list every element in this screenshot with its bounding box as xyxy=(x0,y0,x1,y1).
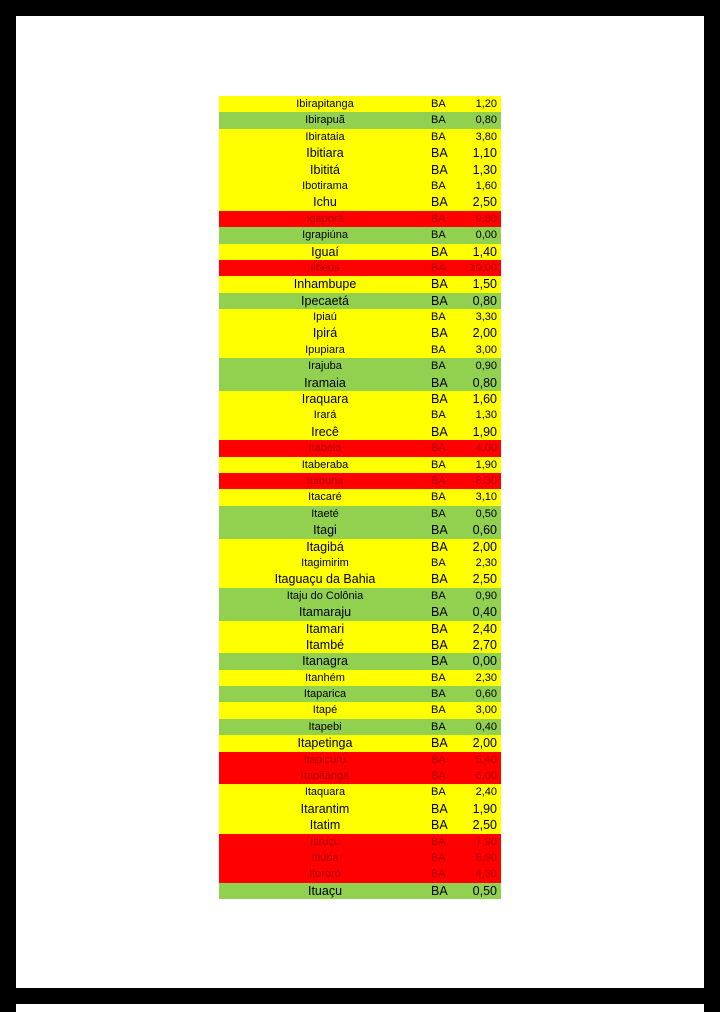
municipality-name: Ibititá xyxy=(310,162,340,177)
value-cell: 8,30 xyxy=(475,474,497,487)
value-cell: 9,80 xyxy=(475,212,497,225)
state-code: BA xyxy=(431,851,446,864)
table-row xyxy=(219,637,501,653)
state-code: BA xyxy=(431,442,446,455)
state-code: BA xyxy=(431,572,448,587)
state-code: BA xyxy=(431,458,446,471)
value-cell: 1,10 xyxy=(472,146,497,161)
value-cell: 3,00 xyxy=(475,704,497,717)
municipality-name: Itaju do Colônia xyxy=(286,589,364,602)
table-row xyxy=(219,244,501,260)
value-cell: 2,50 xyxy=(472,572,497,587)
state-code: BA xyxy=(431,523,448,538)
state-code: BA xyxy=(431,392,448,407)
value-cell: 2,00 xyxy=(472,736,497,751)
table-row xyxy=(219,686,501,702)
value-cell: 5,90 xyxy=(475,851,497,864)
municipality-name: Ibirataia xyxy=(305,130,345,143)
table-row xyxy=(219,391,501,407)
municipality-name: Itambé xyxy=(305,637,345,652)
table-row xyxy=(219,309,501,325)
value-cell: 0,50 xyxy=(475,507,497,520)
state-code: BA xyxy=(431,770,446,783)
state-code: BA xyxy=(431,491,446,504)
table-row xyxy=(219,522,501,538)
table-row xyxy=(219,702,501,718)
municipality-name: Itagimirim xyxy=(301,556,349,569)
value-cell: 2,70 xyxy=(472,637,497,652)
value-cell: 2,30 xyxy=(475,556,497,569)
state-code: BA xyxy=(431,179,446,192)
table-row xyxy=(219,325,501,341)
state-code: BA xyxy=(431,654,448,669)
value-cell: 1,30 xyxy=(475,409,497,422)
state-code: BA xyxy=(431,343,446,356)
state-code: BA xyxy=(431,212,446,225)
value-cell: 3,10 xyxy=(475,491,497,504)
municipality-name: Ichu xyxy=(313,195,337,210)
value-cell: 7,90 xyxy=(475,835,497,848)
municipality-name: Itaeté xyxy=(311,507,339,520)
state-code: BA xyxy=(431,98,446,110)
table-row xyxy=(219,735,501,751)
table-row xyxy=(219,96,501,112)
value-cell: 2,40 xyxy=(472,621,497,636)
table-row xyxy=(219,621,501,637)
municipality-name: Ibotirama xyxy=(302,179,348,192)
state-code: BA xyxy=(431,162,448,177)
value-cell: 0,00 xyxy=(475,229,497,242)
table-row xyxy=(219,555,501,571)
state-code: BA xyxy=(431,326,448,341)
table-row xyxy=(219,850,501,866)
municipality-name: Ipupiara xyxy=(305,343,345,356)
value-cell: 2,30 xyxy=(475,671,497,684)
municipality-name: Itabela xyxy=(308,442,342,455)
value-cell: 0,50 xyxy=(472,883,497,898)
value-cell: 1,90 xyxy=(472,801,497,816)
table-row xyxy=(219,752,501,768)
table-row xyxy=(219,424,501,440)
municipality-name: Ilhéus xyxy=(310,261,340,274)
municipality-name: Itamaraju xyxy=(298,605,352,620)
table-row xyxy=(219,162,501,178)
municipality-name: Itaparica xyxy=(303,688,347,701)
municipality-name: Itororó xyxy=(309,868,341,881)
municipality-name: Itapicuru xyxy=(303,753,347,766)
state-code: BA xyxy=(431,801,448,816)
table-row xyxy=(219,293,501,309)
municipality-name: Iramaia xyxy=(304,375,346,390)
value-cell: 2,00 xyxy=(472,326,497,341)
state-code: BA xyxy=(431,605,448,620)
state-code: BA xyxy=(431,556,446,569)
municipality-name: Itiúba xyxy=(311,851,339,864)
municipality-name: Igrapiúna xyxy=(302,229,348,242)
municipality-name: Itapetinga xyxy=(297,736,353,751)
table-row xyxy=(219,883,501,899)
value-cell: 1,40 xyxy=(472,244,497,259)
value-cell: 1,90 xyxy=(475,458,497,471)
table-row xyxy=(219,342,501,358)
table-row xyxy=(219,260,501,276)
state-code: BA xyxy=(431,474,446,487)
municipality-name: Ipirá xyxy=(312,326,338,341)
value-cell: 3,00 xyxy=(475,343,497,356)
state-code: BA xyxy=(431,130,446,143)
table-row xyxy=(219,719,501,735)
state-code: BA xyxy=(431,146,448,161)
state-code: BA xyxy=(431,621,448,636)
value-cell: 1,60 xyxy=(475,179,497,192)
municipality-name: Itagibá xyxy=(306,539,344,554)
table-row xyxy=(219,801,501,817)
table-row xyxy=(219,211,501,227)
state-code: BA xyxy=(431,195,448,210)
municipality-name: Itanhém xyxy=(305,671,345,684)
table-row xyxy=(219,440,501,456)
value-cell: 1,90 xyxy=(472,424,497,439)
table-row xyxy=(219,112,501,128)
state-code: BA xyxy=(431,311,446,324)
state-code: BA xyxy=(431,589,446,602)
state-code: BA xyxy=(431,424,448,439)
value-cell: 0,80 xyxy=(472,375,497,390)
value-cell: 4,00 xyxy=(475,442,497,455)
municipality-name: Itanagra xyxy=(302,654,348,669)
table-row xyxy=(219,145,501,161)
municipality-name: Ibitiara xyxy=(306,146,344,161)
municipality-name: Ipecaetá xyxy=(301,293,349,308)
municipality-table xyxy=(219,96,501,899)
table-row xyxy=(219,457,501,473)
table-row xyxy=(219,834,501,850)
value-cell: 1,30 xyxy=(472,162,497,177)
municipality-name: Itabuna xyxy=(306,474,344,487)
table-row xyxy=(219,358,501,374)
municipality-name: Itapitanga xyxy=(300,770,350,783)
value-cell: 0,60 xyxy=(472,523,497,538)
state-code: BA xyxy=(431,539,448,554)
value-cell: 2,40 xyxy=(475,786,497,799)
table-row xyxy=(219,588,501,604)
state-code: BA xyxy=(431,883,448,898)
state-code: BA xyxy=(431,409,446,422)
table-row xyxy=(219,227,501,243)
value-cell: 0,00 xyxy=(472,654,497,669)
table-row xyxy=(219,489,501,505)
state-code: BA xyxy=(431,261,446,274)
municipality-name: Itagi xyxy=(313,523,337,538)
table-row xyxy=(219,506,501,522)
state-code: BA xyxy=(431,293,448,308)
table-row xyxy=(219,784,501,800)
table-row xyxy=(219,375,501,391)
state-code: BA xyxy=(431,818,448,833)
value-cell: 4,30 xyxy=(475,868,497,881)
municipality-name: Itaquara xyxy=(304,786,346,799)
municipality-name: Itacaré xyxy=(308,491,342,504)
state-code: BA xyxy=(431,753,446,766)
value-cell: 1,50 xyxy=(472,277,497,292)
value-cell: 1,60 xyxy=(472,392,497,407)
value-cell: 2,00 xyxy=(472,539,497,554)
table-row xyxy=(219,276,501,292)
municipality-name: Itapebi xyxy=(308,720,342,733)
state-code: BA xyxy=(431,736,448,751)
municipality-name: Irajuba xyxy=(308,360,342,373)
value-cell: 2,50 xyxy=(472,818,497,833)
value-cell: 5,40 xyxy=(475,753,497,766)
state-code: BA xyxy=(431,360,446,373)
value-cell: 3,80 xyxy=(475,130,497,143)
value-cell: 0,90 xyxy=(475,589,497,602)
municipality-name: Igaporã xyxy=(306,212,344,225)
value-cell: 3,30 xyxy=(475,311,497,324)
table-row xyxy=(219,129,501,145)
municipality-name: Itarantim xyxy=(300,801,350,816)
value-cell: 2,50 xyxy=(472,195,497,210)
municipality-name: Itatim xyxy=(309,818,341,833)
table-row xyxy=(219,194,501,210)
table-row xyxy=(219,670,501,686)
table-row xyxy=(219,178,501,194)
table-row xyxy=(219,817,501,833)
value-cell: 0,80 xyxy=(472,293,497,308)
value-cell: 1,20 xyxy=(475,98,497,110)
state-code: BA xyxy=(431,868,446,881)
state-code: BA xyxy=(431,229,446,242)
next-page-edge xyxy=(16,1004,704,1012)
state-code: BA xyxy=(431,786,446,799)
table-row xyxy=(219,539,501,555)
value-cell: 0,40 xyxy=(472,605,497,620)
municipality-name: Irará xyxy=(313,409,337,422)
value-cell: 6,00 xyxy=(475,770,497,783)
state-code: BA xyxy=(431,507,446,520)
value-cell: 0,90 xyxy=(475,360,497,373)
municipality-name: Itiruçu xyxy=(310,835,340,848)
table-row xyxy=(219,604,501,620)
value-cell: 0,80 xyxy=(475,114,497,127)
state-code: BA xyxy=(431,114,446,127)
state-code: BA xyxy=(431,244,448,259)
state-code: BA xyxy=(431,835,446,848)
municipality-name: Inhambupe xyxy=(293,277,357,292)
table-row xyxy=(219,473,501,489)
municipality-name: Itaguaçu da Bahia xyxy=(274,572,376,587)
municipality-name: Ibirapitanga xyxy=(296,98,354,110)
table-row xyxy=(219,653,501,669)
table-row xyxy=(219,571,501,587)
state-code: BA xyxy=(431,704,446,717)
municipality-name: Ituaçu xyxy=(307,883,343,898)
municipality-name: Iraquara xyxy=(301,392,349,407)
municipality-name: Ipiaú xyxy=(313,311,337,324)
municipality-name: Irecê xyxy=(311,424,339,439)
state-code: BA xyxy=(431,720,446,733)
municipality-name: Itamari xyxy=(305,621,345,636)
municipality-name: Iguaí xyxy=(311,244,339,259)
state-code: BA xyxy=(431,688,446,701)
state-code: BA xyxy=(431,375,448,390)
state-code: BA xyxy=(431,671,446,684)
state-code: BA xyxy=(431,277,448,292)
table-row xyxy=(219,407,501,423)
table-row xyxy=(219,768,501,784)
value-cell: 0,60 xyxy=(475,688,497,701)
value-cell: 0,40 xyxy=(475,720,497,733)
municipality-name: Ibirapuã xyxy=(305,114,345,127)
table-row xyxy=(219,866,501,882)
municipality-name: Itapé xyxy=(312,704,338,717)
value-cell: 10,00 xyxy=(469,261,497,274)
municipality-name: Itaberaba xyxy=(301,458,349,471)
state-code: BA xyxy=(431,637,448,652)
